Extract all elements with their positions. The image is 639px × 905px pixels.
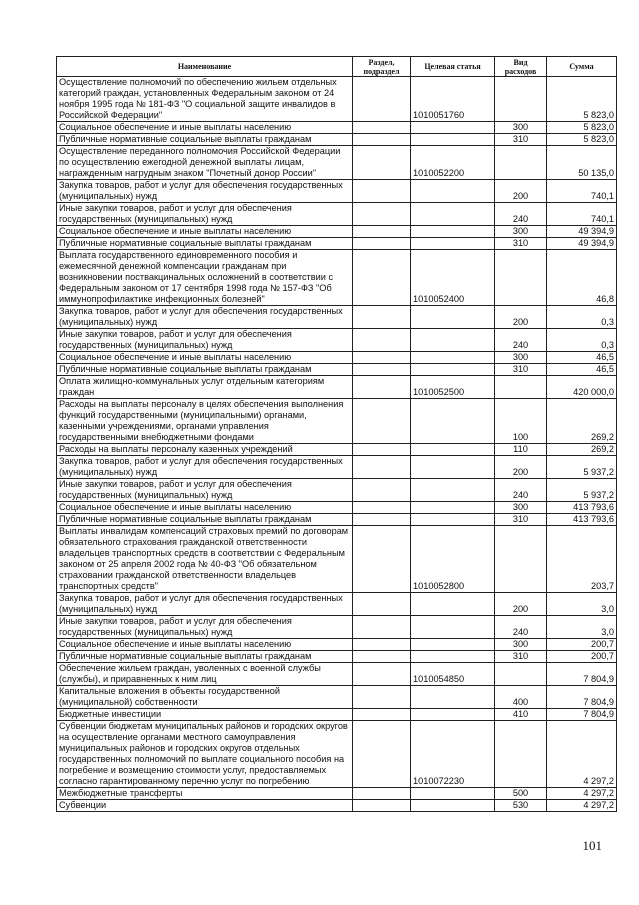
cell-name: Социальное обеспечение и иные выплаты населению — [57, 226, 353, 238]
table-row — [57, 203, 617, 226]
cell-expense-type: 200 — [495, 180, 547, 203]
header-expense-type: Вид расходов — [495, 57, 547, 77]
cell-section — [353, 456, 411, 479]
table-body — [57, 77, 617, 812]
cell-sum: 49 394,9 — [547, 238, 617, 250]
cell-section — [353, 122, 411, 134]
cell-expense-type — [495, 250, 547, 306]
cell-name: Субвенции бюджетам муниципальных районов и городских округов на осуществление органами местного самоуправления муниципальных районов и городских округов отдельных государственных полномочий по выплате социального пособия на погребение и возмещению стоимости услуг, предоставляемых согласно гарантированному перечню услуг по погребению — [57, 721, 353, 788]
cell-section — [353, 651, 411, 663]
table-row — [57, 788, 617, 800]
cell-section — [353, 226, 411, 238]
cell-sum: 269,2 — [547, 399, 617, 444]
cell-expense-type: 200 — [495, 456, 547, 479]
table-row — [57, 616, 617, 639]
table-row — [57, 306, 617, 329]
cell-section — [353, 709, 411, 721]
cell-name: Обеспечение жильем граждан, уволенных с военной службы (службы), и приравненных к ним лиц — [57, 663, 353, 686]
cell-section — [353, 663, 411, 686]
cell-section — [353, 593, 411, 616]
cell-sum: 0,3 — [547, 329, 617, 352]
cell-article — [411, 800, 495, 812]
cell-expense-type: 240 — [495, 479, 547, 502]
table-row — [57, 226, 617, 238]
cell-section — [353, 502, 411, 514]
cell-name: Выплата государственного единовременного пособия и ежемесячной денежной компенсации гражданам при возникновении поствакцинальных осложнений в соответствии с Федеральным законом от 17 сентября 1998 года № 157-ФЗ "Об иммунопрофилактике инфекционных болезней" — [57, 250, 353, 306]
cell-expense-type: 110 — [495, 444, 547, 456]
cell-article: 1010072230 — [411, 721, 495, 788]
cell-expense-type: 100 — [495, 399, 547, 444]
cell-name: Расходы на выплаты персоналу казенных учреждений — [57, 444, 353, 456]
cell-expense-type: 300 — [495, 226, 547, 238]
table-row — [57, 376, 617, 399]
cell-article — [411, 502, 495, 514]
cell-name: Публичные нормативные социальные выплаты гражданам — [57, 651, 353, 663]
cell-sum: 5 823,0 — [547, 122, 617, 134]
table-row — [57, 526, 617, 593]
cell-expense-type — [495, 376, 547, 399]
cell-sum: 200,7 — [547, 651, 617, 663]
header-sum: Сумма — [547, 57, 617, 77]
cell-name: Иные закупки товаров, работ и услуг для обеспечения государственных (муниципальных) нужд — [57, 616, 353, 639]
table-row — [57, 479, 617, 502]
cell-name: Бюджетные инвестиции — [57, 709, 353, 721]
cell-sum: 7 804,9 — [547, 686, 617, 709]
cell-expense-type: 310 — [495, 134, 547, 146]
cell-name: Закупка товаров, работ и услуг для обеспечения государственных (муниципальных) нужд — [57, 306, 353, 329]
cell-article — [411, 616, 495, 639]
cell-sum: 413 793,6 — [547, 514, 617, 526]
table-row — [57, 444, 617, 456]
cell-article — [411, 399, 495, 444]
cell-article — [411, 329, 495, 352]
cell-section — [353, 479, 411, 502]
table-row — [57, 77, 617, 122]
table-row — [57, 122, 617, 134]
cell-name: Субвенции — [57, 800, 353, 812]
cell-article — [411, 352, 495, 364]
cell-expense-type: 300 — [495, 639, 547, 651]
table-row — [57, 238, 617, 250]
cell-sum: 3,0 — [547, 616, 617, 639]
cell-article — [411, 122, 495, 134]
cell-expense-type — [495, 77, 547, 122]
cell-article — [411, 639, 495, 651]
budget-table — [56, 56, 617, 812]
table-row — [57, 709, 617, 721]
cell-sum: 740,1 — [547, 203, 617, 226]
cell-article — [411, 364, 495, 376]
cell-name: Социальное обеспечение и иные выплаты населению — [57, 639, 353, 651]
cell-article — [411, 514, 495, 526]
table-row — [57, 456, 617, 479]
cell-expense-type: 310 — [495, 238, 547, 250]
cell-section — [353, 238, 411, 250]
cell-section — [353, 721, 411, 788]
cell-sum: 420 000,0 — [547, 376, 617, 399]
cell-expense-type: 300 — [495, 502, 547, 514]
cell-sum: 7 804,9 — [547, 709, 617, 721]
table-row — [57, 502, 617, 514]
cell-article — [411, 456, 495, 479]
table-row — [57, 352, 617, 364]
header-name: Наименование — [57, 57, 353, 77]
cell-sum: 0,3 — [547, 306, 617, 329]
cell-expense-type — [495, 663, 547, 686]
cell-section — [353, 800, 411, 812]
cell-article — [411, 180, 495, 203]
cell-sum: 269,2 — [547, 444, 617, 456]
cell-article — [411, 444, 495, 456]
cell-expense-type: 200 — [495, 306, 547, 329]
cell-article — [411, 306, 495, 329]
table-row — [57, 800, 617, 812]
cell-name: Выплаты инвалидам компенсаций страховых премий по договорам обязательного страхования гражданской ответственности владельцев транспортных средств в соответствии с Федеральным законом от 25 апреля 2002 года № 40-ФЗ "Об обязательном страховании гражданской ответственности владельцев транспортных средств" — [57, 526, 353, 593]
cell-sum: 46,8 — [547, 250, 617, 306]
cell-expense-type: 240 — [495, 329, 547, 352]
cell-section — [353, 526, 411, 593]
cell-section — [353, 616, 411, 639]
cell-expense-type: 300 — [495, 122, 547, 134]
cell-sum: 5 937,2 — [547, 479, 617, 502]
cell-sum: 5 823,0 — [547, 77, 617, 122]
cell-section — [353, 686, 411, 709]
cell-sum: 49 394,9 — [547, 226, 617, 238]
cell-article: 1010051760 — [411, 77, 495, 122]
cell-name: Публичные нормативные социальные выплаты гражданам — [57, 514, 353, 526]
cell-article — [411, 226, 495, 238]
cell-article: 1010052200 — [411, 146, 495, 180]
cell-section — [353, 329, 411, 352]
cell-sum: 50 135,0 — [547, 146, 617, 180]
cell-sum: 200,7 — [547, 639, 617, 651]
cell-name: Иные закупки товаров, работ и услуг для обеспечения государственных (муниципальных) нужд — [57, 479, 353, 502]
table-row — [57, 514, 617, 526]
cell-article — [411, 203, 495, 226]
cell-article: 1010052500 — [411, 376, 495, 399]
cell-name: Оплата жилищно-коммунальных услуг отдельным категориям граждан — [57, 376, 353, 399]
cell-section — [353, 77, 411, 122]
cell-article — [411, 686, 495, 709]
header-article: Целевая статья — [411, 57, 495, 77]
cell-name: Закупка товаров, работ и услуг для обеспечения государственных (муниципальных) нужд — [57, 180, 353, 203]
cell-sum: 203,7 — [547, 526, 617, 593]
cell-article: 1010052400 — [411, 250, 495, 306]
cell-sum: 4 297,2 — [547, 788, 617, 800]
cell-article — [411, 593, 495, 616]
cell-name: Публичные нормативные социальные выплаты гражданам — [57, 238, 353, 250]
cell-section — [353, 203, 411, 226]
cell-article — [411, 134, 495, 146]
cell-section — [353, 376, 411, 399]
cell-sum: 46,5 — [547, 352, 617, 364]
cell-sum: 46,5 — [547, 364, 617, 376]
cell-section — [353, 306, 411, 329]
cell-name: Расходы на выплаты персоналу в целях обеспечения выполнения функций государственными (муниципальными) органами, казенными учреждениями, органами управления государственными внебюджетными фондами — [57, 399, 353, 444]
cell-name: Социальное обеспечение и иные выплаты населению — [57, 122, 353, 134]
cell-section — [353, 352, 411, 364]
cell-article — [411, 709, 495, 721]
cell-expense-type: 530 — [495, 800, 547, 812]
table-header-row — [57, 57, 617, 77]
cell-section — [353, 180, 411, 203]
cell-article — [411, 651, 495, 663]
cell-article — [411, 479, 495, 502]
table-row — [57, 146, 617, 180]
page-number: 101 — [582, 838, 602, 853]
cell-sum: 4 297,2 — [547, 721, 617, 788]
cell-expense-type: 200 — [495, 593, 547, 616]
cell-name: Осуществление переданного полномочия Российской Федерации по осуществлению ежегодной денежной выплаты лицам, награжденным нагрудным знаком "Почетный донор России" — [57, 146, 353, 180]
cell-expense-type: 400 — [495, 686, 547, 709]
cell-section — [353, 444, 411, 456]
table-row — [57, 593, 617, 616]
cell-name: Осуществление полномочий по обеспечению жильем отдельных категорий граждан, установленных Федеральным законом от 24 ноября 1995 года № 181-ФЗ "О социальной защите инвалидов в Российской Федерации" — [57, 77, 353, 122]
cell-section — [353, 134, 411, 146]
cell-expense-type — [495, 146, 547, 180]
table-row — [57, 651, 617, 663]
cell-name: Иные закупки товаров, работ и услуг для обеспечения государственных (муниципальных) нужд — [57, 329, 353, 352]
cell-expense-type: 240 — [495, 203, 547, 226]
table-row — [57, 639, 617, 651]
table-row — [57, 250, 617, 306]
cell-expense-type: 410 — [495, 709, 547, 721]
table-row — [57, 180, 617, 203]
cell-expense-type: 300 — [495, 352, 547, 364]
table-row — [57, 663, 617, 686]
table-row — [57, 364, 617, 376]
cell-expense-type — [495, 721, 547, 788]
cell-expense-type: 310 — [495, 364, 547, 376]
cell-sum: 3,0 — [547, 593, 617, 616]
cell-sum: 7 804,9 — [547, 663, 617, 686]
table-row — [57, 686, 617, 709]
header-section: Раздел, подраздел — [353, 57, 411, 77]
cell-article — [411, 238, 495, 250]
cell-section — [353, 146, 411, 180]
cell-sum: 5 823,0 — [547, 134, 617, 146]
cell-section — [353, 399, 411, 444]
table-row — [57, 399, 617, 444]
cell-sum: 5 937,2 — [547, 456, 617, 479]
table-row — [57, 721, 617, 788]
cell-name: Межбюджетные трансферты — [57, 788, 353, 800]
cell-section — [353, 639, 411, 651]
cell-article: 1010054850 — [411, 663, 495, 686]
cell-section — [353, 514, 411, 526]
cell-expense-type: 310 — [495, 651, 547, 663]
cell-expense-type: 500 — [495, 788, 547, 800]
cell-name: Закупка товаров, работ и услуг для обеспечения государственных (муниципальных) нужд — [57, 456, 353, 479]
cell-expense-type: 240 — [495, 616, 547, 639]
cell-name: Социальное обеспечение и иные выплаты населению — [57, 502, 353, 514]
cell-section — [353, 788, 411, 800]
cell-expense-type — [495, 526, 547, 593]
cell-expense-type: 310 — [495, 514, 547, 526]
table-row — [57, 329, 617, 352]
cell-sum: 4 297,2 — [547, 800, 617, 812]
cell-name: Иные закупки товаров, работ и услуг для обеспечения государственных (муниципальных) нужд — [57, 203, 353, 226]
cell-section — [353, 250, 411, 306]
cell-name: Публичные нормативные социальные выплаты гражданам — [57, 364, 353, 376]
cell-article — [411, 788, 495, 800]
cell-name: Социальное обеспечение и иные выплаты населению — [57, 352, 353, 364]
cell-sum: 740,1 — [547, 180, 617, 203]
cell-sum: 413 793,6 — [547, 502, 617, 514]
cell-name: Закупка товаров, работ и услуг для обеспечения государственных (муниципальных) нужд — [57, 593, 353, 616]
table-row — [57, 134, 617, 146]
cell-section — [353, 364, 411, 376]
cell-name: Публичные нормативные социальные выплаты гражданам — [57, 134, 353, 146]
cell-article: 1010052800 — [411, 526, 495, 593]
cell-name: Капитальные вложения в объекты государственной (муниципальной) собственности — [57, 686, 353, 709]
